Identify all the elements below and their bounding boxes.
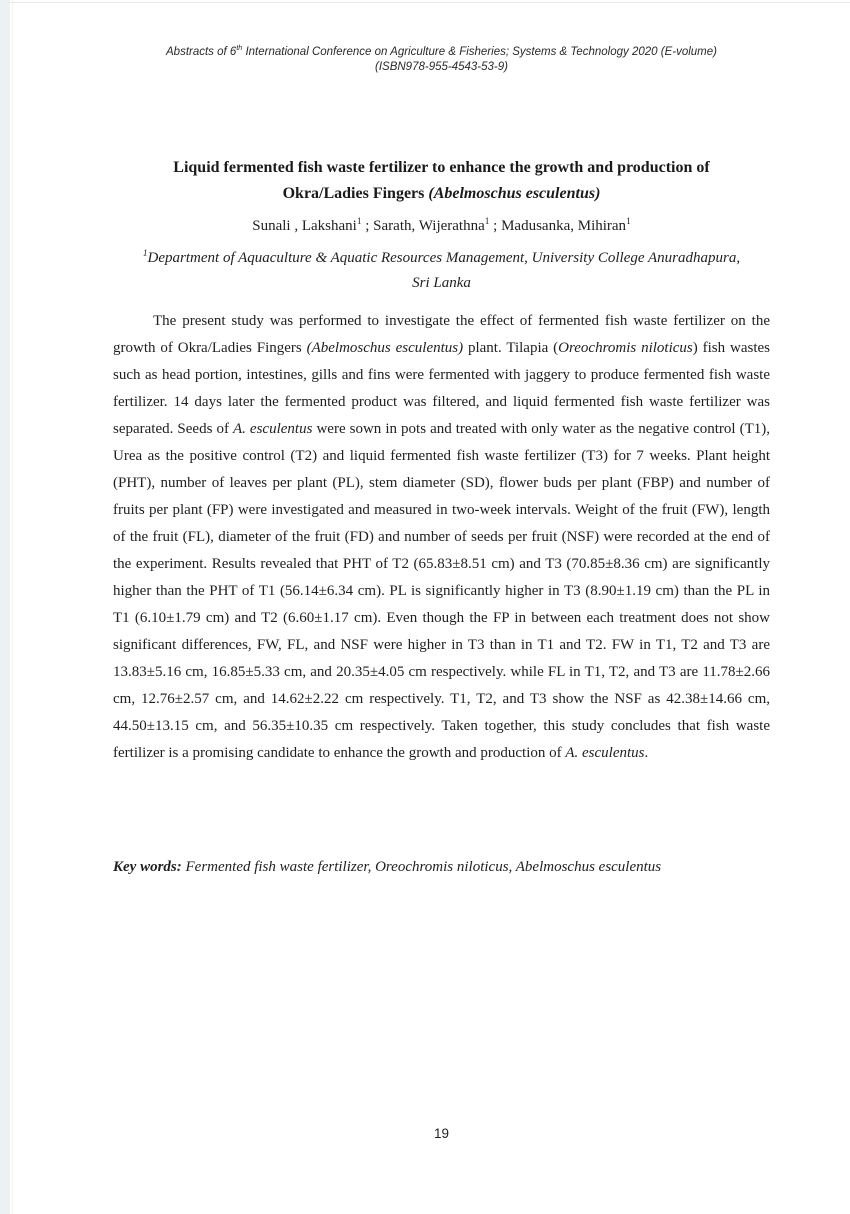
paper-title bbox=[113, 155, 770, 207]
paper-title-species-name: (Abelmoschus esculentus) bbox=[428, 184, 601, 202]
keywords-label: Key words: bbox=[113, 859, 182, 875]
header-text-continued: International Conference on Agriculture & Fisheries; Systems & Technology 2020 (E-volume) bbox=[242, 46, 717, 58]
abstract-species-name: A. esculentus bbox=[565, 745, 645, 761]
paper-title-line1: Liquid fermented fish waste fertilizer to enhance the growth and production of bbox=[173, 158, 710, 176]
author-name: Sunali , Lakshani bbox=[252, 218, 357, 234]
author-name: Madusanka, Mihiran bbox=[501, 218, 627, 234]
journal-header bbox=[113, 45, 770, 75]
abstract-text-run: ) fish wastes such as head portion, intestines, gills and fins were fermented with jaggery to produce fermented fish waste fertilizer. 14 days later the fermented product was filtered, and liquid fermented fish waste fertilizer was separated. Seeds of bbox=[113, 340, 770, 437]
authors-line bbox=[113, 218, 770, 235]
affiliation-line2: Sri Lanka bbox=[412, 275, 471, 291]
abstract-paragraph bbox=[113, 308, 770, 767]
author-affiliation-superscript: 1 bbox=[356, 217, 362, 227]
author-separator: ; bbox=[489, 218, 502, 234]
header-superscript: th bbox=[236, 44, 243, 53]
page-number: 19 bbox=[433, 1126, 450, 1141]
journal-header-isbn: (ISBN978-955-4543-53-9) bbox=[375, 61, 508, 73]
author-separator: ; bbox=[361, 218, 374, 234]
affiliation bbox=[113, 246, 770, 296]
abstract-text-run: . bbox=[644, 745, 649, 761]
author-affiliation-superscript: 1 bbox=[484, 217, 490, 227]
keywords-text: Fermented fish waste fertilizer, Oreochromis niloticus, Abelmoschus esculentus bbox=[181, 859, 662, 875]
keywords-line bbox=[113, 859, 770, 876]
affiliation-line1: Department of Aquaculture & Aquatic Resources Management, University College Anuradhapura, bbox=[147, 250, 741, 266]
page-edge-line bbox=[12, 0, 13, 1214]
journal-header-line1 bbox=[113, 45, 770, 60]
author-affiliation-superscript: 1 bbox=[626, 217, 631, 227]
abstract-text-run: were sown in pots and treated with only water as the negative control (T1), Urea as the positive control (T2) and liquid fermented fish waste fertilizer (T3) for 7 weeks. Plant height (PHT), number of leaves per plant (PL), stem diameter (SD), flower buds per plant (FBP) and number of fruits per plant (FP) were investigated and measured in two-week intervals. Weight of the fruit (FW), length of the fruit (FL), diameter of the fruit (FD) and number of seeds per fruit (NSF) were recorded at the end of the experiment. Results revealed that PHT of T2 (65.83±8.51 cm) and T3 (70.85±8.36 cm) are significantly higher than the PHT of T1 (56.14±6.34 cm). PL is significantly higher in T3 (8.90±1.19 cm) than the PL in T1 (6.10±1.79 cm) and T2 (6.60±1.17 cm). Even though the FP in between each treatment does not show significant differences, FW, FL, and NSF were higher in T3 than in T1 and T2. FW in T1, T2 and T3 are 13.83±5.16 cm, 16.85±5.33 cm, and 20.35±4.05 cm respectively. while FL in T1, T2, and T3 are 11.78±2.66 cm, 12.76±2.57 cm, and 14.62±2.22 cm respectively. T1, T2, and T3 show the NSF as 42.38±14.66 cm, 44.50±13.15 cm, and 56.35±10.35 cm respectively. Taken together, this study concludes that fish waste fertilizer is a promising candidate to enhance the growth and production of bbox=[113, 421, 770, 761]
abstract-text-run: The present study was performed to investigate the effect of fermented fish waste fertilizer on the growth of Okra/Ladies Fingers bbox=[113, 313, 770, 356]
abstract-text-run: plant. Tilapia ( bbox=[463, 340, 559, 356]
page-left-gutter bbox=[0, 0, 10, 1214]
paper-title-line2: Okra/Ladies Fingers bbox=[282, 184, 429, 202]
page-top-edge bbox=[10, 2, 850, 3]
abstract-species-name: A. esculentus bbox=[232, 421, 313, 437]
abstract-species-name: (Abelmoschus esculentus) bbox=[306, 340, 464, 356]
abstract-species-name: Oreochromis niloticus bbox=[558, 340, 693, 356]
header-text: Abstracts of 6 bbox=[166, 46, 237, 58]
affiliation-superscript: 1 bbox=[142, 249, 148, 259]
author-name: Sarath, Wijerathna bbox=[373, 218, 485, 234]
